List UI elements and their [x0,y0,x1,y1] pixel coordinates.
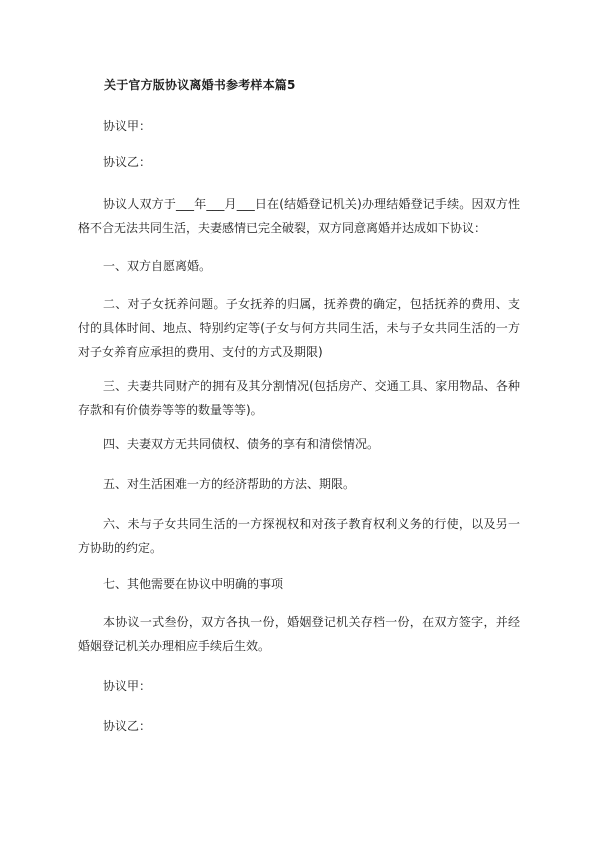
intro-paragraph: 协议人双方于___年___月___日在(结婚登记机关)办理结婚登记手续。因双方性格不合无法共同生活，夫妻感情已完全破裂，双方同意离婚并达成如下协议： [78,197,520,235]
clause-1: 一、双方自愿离婚。 [103,259,212,273]
party-a-label: 协议甲： [103,119,152,133]
clause-5: 五、对生活困难一方的经济帮助的方法、期限。 [103,477,356,491]
clause-4: 四、夫妻双方无共同债权、债务的享有和清偿情况。 [103,437,380,451]
signature-party-a: 协议甲： [103,679,152,693]
effective-clause: 本协议一式叁份，双方各执一份，婚姻登记机关存档一份，在双方签字，并经婚姻登记机关办理相应手续后生效。 [78,615,520,653]
clause-3: 三、夫妻共同财产的拥有及其分割情况(包括房产、交通工具、家用物品、各种存款和有价债券等等的数量等等)。 [78,379,520,417]
party-b-label: 协议乙： [103,155,152,169]
document-title: 关于官方版协议离婚书参考样本篇5 [104,78,296,92]
clause-2: 二、对子女抚养问题。子女抚养的归属，抚养费的确定，包括抚养的费用、支付的具体时间、地点、特别约定等(子女与何方共同生活，未与子女共同生活的一方对子女养育应承担的费用、支付的方式及期限) [78,297,520,359]
clause-6: 六、未与子女共同生活的一方探视权和对孩子教育权利义务的行使，以及另一方协助的约定。 [78,517,520,555]
signature-party-b: 协议乙： [103,719,152,733]
clause-7: 七、其他需要在协议中明确的事项 [103,577,284,591]
